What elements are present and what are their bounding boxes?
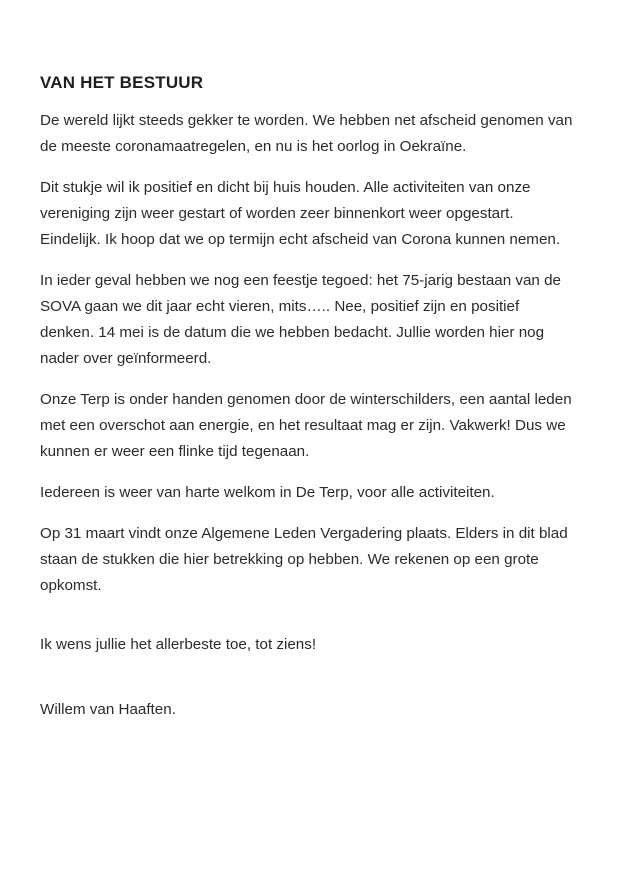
paragraph-intro-world: De wereld lijkt steeds gekker te worden. We hebben net afscheid genomen van de meeste coronamaatregelen, en nu is het oorlog in Oekraïne. [40, 112, 573, 155]
paragraph-welcome-terp: Iedereen is weer van harte welkom in De Terp, voor alle activiteiten. [40, 484, 495, 501]
paragraph-75-year-anniversary: In ieder geval hebben we nog een feestje tegoed: het 75-jarig bestaan van de SOVA gaan we dit jaar echt vieren, mits….. Nee, positief zijn en positief denken. 14 mei is de datum die we hebben bedacht. Jullie worden hier nog nader over geïnformeerd. [40, 272, 561, 367]
signature-name: Willem van Haaften. [40, 701, 176, 718]
paragraph-signoff: Ik wens jullie het allerbeste toe, tot ziens! [40, 636, 317, 653]
page-title: VAN HET BESTUUR [40, 73, 204, 92]
paragraph-terp-painters: Onze Terp is onder handen genomen door de winterschilders, een aantal leden met een overschot aan energie, en het resultaat mag er zijn. Vakwerk! Dus we kunnen er weer een flinke tijd tegenaan. [40, 391, 572, 460]
paragraph-activities-restart: Dit stukje wil ik positief en dicht bij huis houden. Alle activiteiten van onze vereniging zijn weer gestart of worden zeer binnenkort weer opgestart. Eindelijk. Ik hoop dat we op termijn echt afscheid van Corona kunnen nemen. [40, 179, 561, 248]
paragraph-general-meeting: Op 31 maart vindt onze Algemene Leden Vergadering plaats. Elders in dit blad staan de stukken die hier betrekking op hebben. We rekenen op een grote opkomst. [40, 525, 568, 594]
